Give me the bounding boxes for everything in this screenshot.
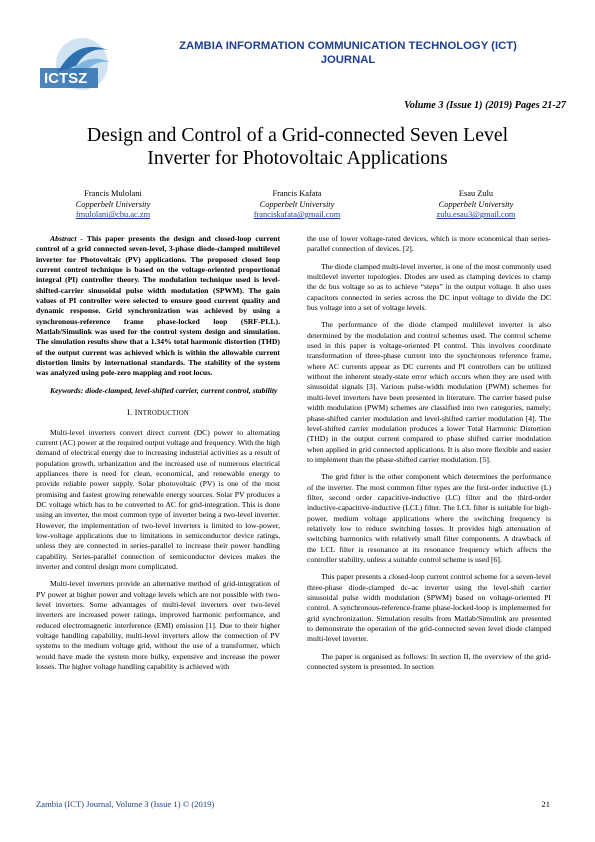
body-paragraph: This paper presents a closed-loop current control scheme for a seven-level three-phase diode-clamped dc–ac inverter using the level-shift carrier sinusoidal pulse width modulation (SPWM) based on voltage-oriented PI control. A synchronous-reference-frame phase-locked-loop is implemented for grid synchronization. Simulation results from Matlab/Simulink are presented to demonstrate the operation of the grid-connected seven level diode clamped multi-level inverter. [307, 572, 551, 644]
right-column [307, 234, 551, 679]
body-paragraph: The paper is organised as follows: In section II, the overview of the grid-connected system is presented. In section [307, 651, 551, 672]
author-email-link[interactable]: zulu.esau3@gmail.com [436, 210, 516, 220]
body-paragraph: the use of lower voltage-rated devices, which is more economical than series-parallel connection of devices. [2]. [307, 234, 551, 254]
ictsz-logo-icon [36, 36, 112, 100]
abstract-label: Abstract - [50, 234, 83, 243]
body-paragraph: The diode clamped multi-level inverter, is one of the most commonly used multilevel inverter topologies. Diodes are used as clamping devices to clamp the dc bus voltage so as to achieve “steps” in the output voltage. It also uses capacitors connected in series across the DC input voltage to divide the DC bus voltage into a set of voltage levels. [307, 261, 551, 313]
body-paragraph: Multi-level inverters convert direct current (DC) power to alternating current (AC) power at the required output voltage and frequency. With the high demand of electrical energy due to increasing industrial activities as a result of population growth, urbanization and the increased use of numerous electrical appliances there is need for clean, economical, and renewable energy to provide reliable power supply. Solar photovoltaic (PV) is one of the most promising and fastest growing renewable energy sources. Solar PV produces a DC voltage which has to be converted to AC for grid-integration. This is done using an inverter, the most common type of inverter being a two-level inverter. However, the implementation of two-level inverters is limited to low-power, low-voltage applications due to limitations in semiconductor device ratings, unless they are connected in series-parallel to increase their power handling capability. Series-parallel connection of semiconductor devices makes the inverter and control design more complicated. [36, 427, 280, 571]
journal-logo [36, 36, 112, 100]
author-affiliation: Copperbelt University [259, 199, 335, 209]
journal-title-line2: JOURNAL [320, 53, 376, 66]
author-affiliation: Copperbelt University [438, 199, 514, 209]
author-email-link[interactable]: franciskafata@gmail.com [253, 210, 341, 220]
paper-title-line1: Design and Control of a Grid-connected Seven Level [86, 124, 509, 146]
journal-title-line1: ZAMBIA INFORMATION COMMUNICATION TECHNOLOGY (ICT) [179, 40, 517, 52]
footer-journal-info: Zambia (ICT) Journal, Volume 3 (Issue 1) © (2019) [36, 799, 215, 809]
abstract-text: This paper presents the design and closed-loop current control of a grid connected seven-level, 3-phase diode-clamped multilevel inverter for Photovoltaic (PV) applications. The proposed closed loop current control technique is based on the voltage-oriented proportional integral (PI) controller theory. The modulation technique used is level-shifted-carrier sinusoidal pulse width modulation (SPWM). The gain values of PI controller were selected to ensure good current quality and dynamic response. Grid synchronization was achieved by using a synchronous-reference frame phase-locked loop (SRF-PLL). Matlab/Simulink was used for the control system design and simulation. The simulation results show that a 1.34% total harmonic distortion (THD) of the output current was achieved which is within the allowable current distortion limits by international standards. The stability of the system was analyzed using pole-zero mapping and root locus. [36, 234, 281, 378]
volume-pages: Volume 3 (Issue 1) (2019) Pages 21-27 [404, 100, 566, 111]
author-name: Francis Kafata [272, 189, 322, 198]
left-column [36, 234, 280, 679]
journal-title [128, 40, 568, 67]
author-block [38, 189, 188, 221]
author-name: Francis Mulolani [84, 189, 142, 198]
logo-text: ICTSZ [44, 70, 88, 87]
body-paragraph: The grid filter is the other component which determines the performance of the inverter. The most common filter types are the first-order inductive (L) filter, second order capacitive-inductive (LC) filter and the third-order inductive-capacitive-inductive (LCL) filter. The LCL filter is suitable for high-power, medium voltage applications where the switching frequency is relatively low to reduce switching losses. It provides high attenuation of switching harmonics with relatively small filter components. A drawback of the LCL filter is resonance at its resonance frequency which affects the controller stability, unless a suitable control scheme is used [6]. [307, 472, 551, 564]
abstract [36, 234, 280, 379]
body-paragraph: The performance of the diode clamped multilevel inverter is also determined by the modulation and control schemes used. The control scheme used in this paper is voltage-oriented PI control. This involves coordinate transformation of three-phase current into the synchronous reference frame, where AC currents appear as DC currents and PI controllers can be utilized without the inherent steady-state error which occurs when they are used with sinusoidal signals [3]. Various pulse-width modulation (PWM) schemes for multi-level inverters have been presented in literature. The carrier based pulse width modulation (PWM) schemes are classified into two categories, namely; phase-shifted carrier modulation and level-shifted carrier modulation [4]. The level-shifted carrier modulation produces a lower Total Harmonic Distortion (THD) in the output current compared to phase shifted carrier modulation when applied in grid connected applications. It is also more flexible and easier to implement than the phase-shifted carrier modulation. [5]. [307, 320, 551, 464]
section-heading-introduction: I. INTRODUCTION [126, 407, 189, 418]
body-paragraph: Multi-level inverters provide an alternative method of grid-integration of PV power at higher power and voltage levels which are not possible with two-level inverters. Some advantages of multi-level inverters over two-level inverters are increased power ratings, improved harmonic performance, and reduced electromagnetic interference (EMI) emission [1]. Due to their higher voltage handling capability, multi-level inverters allow the connection of PV systems to the medium voltage grid, without the use of a transformer, which would have made the system more bulky, expensive and increase the power losses. The higher voltage handling capability is achieved with [36, 579, 280, 672]
page-number: 21 [541, 799, 550, 809]
paper-title [40, 124, 555, 170]
paper-title-line2: Inverter for Photovoltaic Applications [147, 147, 448, 169]
author-email-link[interactable]: fmulolani@cbu.ac.zm [75, 210, 151, 220]
author-block [222, 189, 372, 221]
author-affiliation: Copperbelt University [75, 199, 151, 209]
keywords: Keywords: diode-clamped, level-shifted carrier, current control, stability [50, 385, 278, 395]
author-block [401, 189, 551, 221]
author-name: Esau Zulu [458, 189, 494, 198]
